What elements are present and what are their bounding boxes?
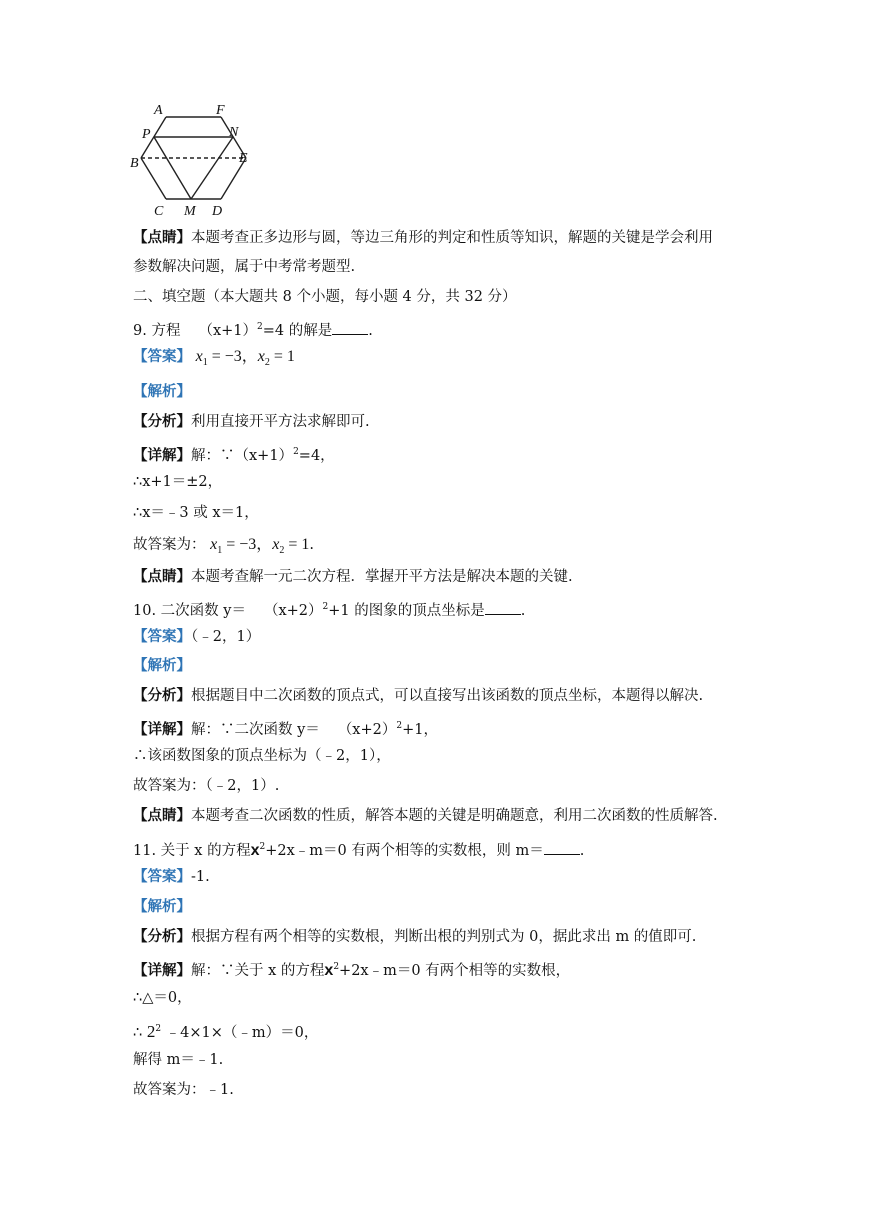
label-C: C: [154, 204, 164, 218]
period: .: [520, 602, 526, 619]
conclusion-text: 故答案为：（﹣2，1）.: [133, 778, 280, 794]
val-1: = −3，: [207, 348, 258, 365]
conclusion-11: [133, 1080, 234, 1100]
period: .: [368, 322, 373, 339]
conclusion-10: [133, 776, 279, 796]
answer-blank: [485, 602, 521, 615]
insight-text: 本题考查二次函数的性质，解答本题的关键是明确题意，利用二次函数的性质解答.: [191, 808, 718, 824]
detail-text-cont: +2x﹣m＝0 有两个相等的实数根，: [339, 962, 571, 979]
reasoning-tag: 【分析】: [133, 928, 191, 945]
insight-paragraph-line1: [133, 228, 713, 248]
conclusion-math: [210, 536, 310, 557]
detail-text: 解：∵二次函数 y＝: [191, 721, 320, 738]
analysis-tag: 【解析】: [133, 383, 191, 400]
label-M: M: [184, 204, 196, 218]
var-x1: x: [210, 536, 218, 553]
question-number: 11.: [133, 842, 157, 859]
period: .: [579, 842, 585, 859]
analysis-10-heading: [133, 656, 191, 676]
step-9a: [133, 472, 222, 492]
step-text: ∴x＝﹣3 或 x＝1，: [133, 505, 259, 521]
sub-1: 1: [217, 545, 223, 557]
analysis-tag: 【解析】: [133, 898, 191, 915]
step-9b: [133, 503, 259, 523]
exponent: 2: [333, 962, 340, 972]
question-text-cont: +1 的图象的顶点坐标是: [328, 602, 485, 619]
insight-9: [133, 567, 573, 587]
var-x: x: [250, 841, 260, 859]
reasoning-tag: 【分析】: [133, 687, 191, 704]
question-text: 二次函数 y＝: [160, 602, 246, 619]
conclusion-9: [133, 535, 314, 561]
reasoning-text: 利用直接开平方法求解即可.: [191, 414, 370, 430]
sub-2: 2: [279, 545, 285, 557]
var-x2: x: [272, 536, 280, 553]
reasoning-text: 根据题目中二次函数的顶点式，可以直接写出该函数的顶点坐标，本题得以解决.: [191, 688, 704, 704]
label-P: P: [142, 127, 151, 142]
detail-text-cont: =4，: [298, 447, 335, 464]
var-x2: x: [257, 348, 265, 365]
label-F: F: [216, 103, 225, 118]
question-text: 关于 x 的方程: [160, 842, 251, 859]
question-text-cont: =4 的解是: [262, 322, 333, 339]
insight-tag: 【点睛】: [133, 807, 191, 824]
exponent: 2: [293, 447, 299, 457]
answer-9: [133, 347, 295, 373]
label-A: A: [154, 103, 163, 118]
var-x1: x: [195, 348, 203, 365]
question-text-cont: +2x﹣m＝0 有两个相等的实数根，则 m＝: [265, 842, 544, 859]
var-x: x: [324, 961, 334, 979]
reasoning-9: [133, 412, 370, 432]
period: .: [309, 537, 315, 553]
question-10: [133, 597, 525, 621]
step-10: [133, 746, 391, 766]
label-E: E: [239, 151, 248, 166]
detail-10: [133, 716, 438, 740]
question-9: [133, 317, 373, 341]
insight-tag: 【点睛】: [133, 229, 191, 246]
reasoning-tag: 【分析】: [133, 413, 191, 430]
insight-10: [133, 806, 718, 826]
conclusion-text: 故答案为：﹣1.: [133, 1082, 234, 1098]
step-11c: [133, 1050, 223, 1070]
exponent: 2: [259, 842, 266, 852]
step-text: ∴x+1＝±2，: [133, 474, 223, 490]
answer-value: -1.: [191, 869, 210, 885]
step-11b: [133, 1019, 318, 1043]
step-text: ∴: [133, 1024, 147, 1041]
insight-text: 本题考查解一元二次方程．掌握开平方法是解决本题的关键.: [191, 569, 573, 585]
detail-text: 解：∵关于 x 的方程: [191, 962, 325, 979]
val-2: = 1: [269, 348, 295, 365]
label-D: D: [212, 204, 223, 218]
question-11: [133, 837, 584, 861]
detail-9: [133, 442, 335, 466]
answer-math: [195, 348, 295, 369]
answer-value: （﹣2，1）: [191, 629, 261, 645]
detail-text: 解：∵（x+1）: [191, 447, 294, 464]
section-heading-text: 二、填空题（本大题共 8 个小题，每小题 4 分，共 32 分）: [133, 289, 517, 305]
expression: （x+2）: [337, 721, 397, 738]
question-text: 方程: [151, 322, 181, 339]
insight-tag: 【点睛】: [133, 568, 191, 585]
val-1: = −3，: [222, 536, 273, 553]
step-11a: [133, 988, 192, 1008]
exponent: 2: [155, 1024, 162, 1034]
answer-10: [133, 627, 260, 647]
detail-tag: 【详解】: [133, 961, 191, 979]
answer-tag: 【答案】: [133, 348, 191, 365]
sub-1: 1: [202, 357, 208, 369]
reasoning-11: [133, 927, 696, 947]
detail-tag: 【详解】: [133, 720, 191, 738]
label-B: B: [130, 156, 139, 171]
detail-tag: 【详解】: [133, 446, 191, 464]
expression: （x+1）: [198, 322, 258, 339]
answer-11: [133, 867, 210, 887]
val-2: = 1: [284, 536, 310, 553]
answer-blank: [332, 322, 368, 335]
detail-text-cont: +1，: [402, 721, 438, 738]
segment-BC: [141, 158, 166, 199]
exponent: 2: [322, 602, 329, 612]
insight-text: 本题考查正多边形与圆，等边三角形的判定和性质等知识，解题的关键是学会利用: [191, 230, 713, 246]
question-number: 9.: [133, 322, 147, 339]
analysis-9-heading: [133, 382, 191, 402]
question-number: 10.: [133, 602, 157, 619]
exponent: 2: [396, 721, 403, 731]
insight-paragraph-line2: [133, 257, 355, 277]
step-text-cont: ﹣4×1×（﹣m）＝0，: [161, 1024, 319, 1041]
step-text: 解得 m＝﹣1.: [133, 1052, 224, 1068]
label-N: N: [229, 125, 239, 140]
exponent: 2: [257, 322, 263, 332]
answer-blank: [544, 842, 580, 855]
hexagon-figure: [128, 98, 268, 218]
step-text: ∴该函数图象的顶点坐标为（﹣2，1），: [133, 748, 391, 764]
conclusion-text: 故答案为：: [133, 537, 206, 553]
detail-11: [133, 957, 570, 981]
reasoning-10: [133, 686, 703, 706]
expression: （x+2）: [263, 602, 323, 619]
analysis-11-heading: [133, 897, 191, 917]
reasoning-text: 根据方程有两个相等的实数根，判断出根的判别式为 0，据此求出 m 的值即可.: [191, 929, 697, 945]
analysis-tag: 【解析】: [133, 657, 191, 674]
section-heading: [133, 287, 517, 307]
insight-text-cont: 参数解决问题，属于中考常考题型.: [133, 259, 356, 275]
power-base: 2: [146, 1021, 156, 1041]
sub-2: 2: [264, 357, 270, 369]
answer-tag: 【答案】: [133, 868, 191, 885]
answer-tag: 【答案】: [133, 628, 191, 645]
step-text: ∴△＝0，: [133, 990, 192, 1006]
